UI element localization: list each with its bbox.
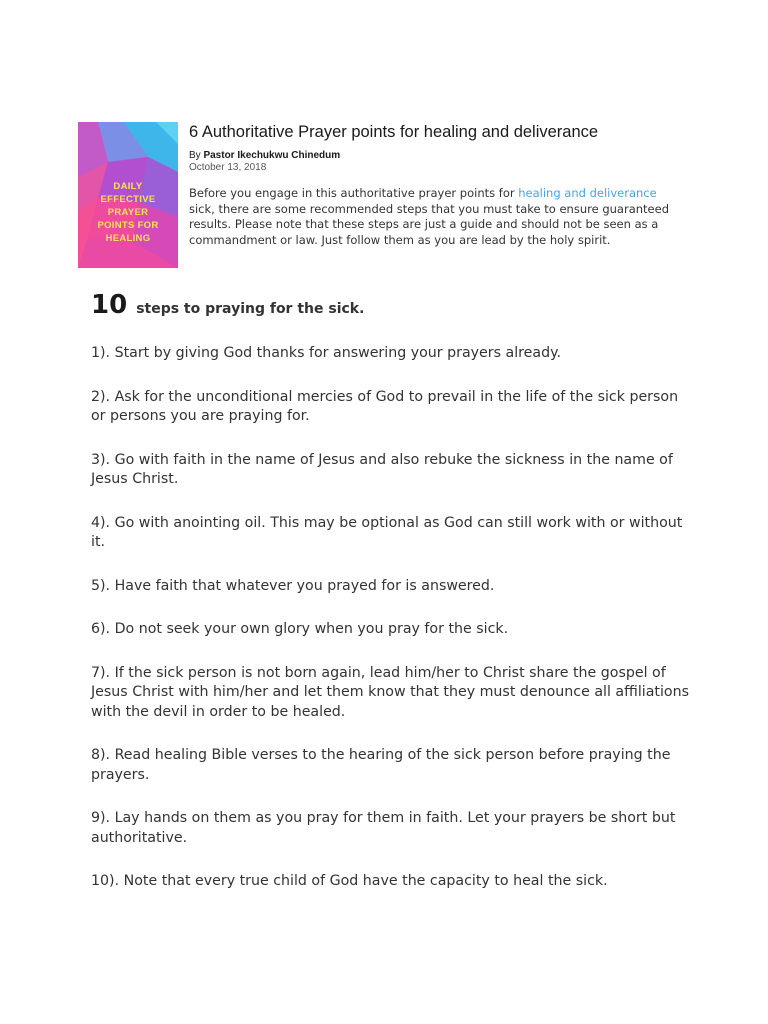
step-item: 1). Start by giving God thanks for answering your prayers already.	[91, 345, 561, 361]
steps-list	[91, 344, 691, 892]
thumbnail-line: HEALING	[105, 233, 151, 244]
by-label: By	[189, 150, 201, 161]
step-item: 10). Note that every true child of God have the capacity to heal the sick.	[91, 873, 608, 889]
thumbnail-line: PRAYER	[107, 207, 149, 218]
author-name[interactable]: Pastor Ikechukwu Chinedum	[203, 150, 341, 161]
article-meta	[189, 122, 679, 260]
article-intro	[189, 186, 679, 248]
intro-text-after: sick, there are some recommended steps that you must take to ensure guaranteed results. Please note that these steps are just a guide and should not be seen as a commandment or law. Just follow them as you are lead by the holy spirit.	[189, 201, 669, 247]
article-thumbnail[interactable]	[78, 122, 178, 268]
thumbnail-line: EFFECTIVE	[100, 194, 156, 205]
article-header	[78, 122, 678, 272]
step-item: 4). Go with anointing oil. This may be optional as God can still work with or without it.	[91, 514, 683, 550]
thumbnail-line: POINTS FOR	[97, 220, 159, 231]
article-title[interactable]: 6 Authoritative Prayer points for healing and deliverance	[189, 123, 599, 141]
step-item: 9). Lay hands on them as you pray for them in faith. Let your prayers be short but authoritative.	[91, 810, 676, 846]
byline	[189, 150, 679, 162]
section-heading	[91, 290, 691, 324]
intro-text-before: Before you engage in this authoritative prayer points for	[189, 186, 519, 200]
step-item: 6). Do not seek your own glory when you pray for the sick.	[91, 621, 509, 637]
article-body	[91, 290, 691, 916]
step-item: 2). Ask for the unconditional mercies of God to prevail in the life of the sick person or persons you are praying for.	[91, 388, 679, 424]
step-item: 8). Read healing Bible verses to the hearing of the sick person before praying the prayers.	[91, 747, 671, 783]
thumbnail-caption	[78, 180, 178, 245]
step-item: 3). Go with faith in the name of Jesus and also rebuke the sickness in the name of Jesus Christ.	[91, 451, 673, 487]
step-item: 7). If the sick person is not born again, lead him/her to Christ share the gospel of Jesus Christ with him/her and let them know that they must denounce all affiliations with the devil in order to be healed.	[91, 664, 689, 720]
healing-deliverance-link[interactable]: healing and deliverance	[518, 186, 657, 200]
section-title: steps to praying for the sick.	[136, 301, 365, 317]
step-item: 5). Have faith that whatever you prayed for is answered.	[91, 577, 495, 594]
section-number: 10	[91, 290, 128, 320]
publish-date: October 13, 2018	[189, 162, 267, 173]
thumbnail-line: DAILY	[113, 181, 143, 192]
